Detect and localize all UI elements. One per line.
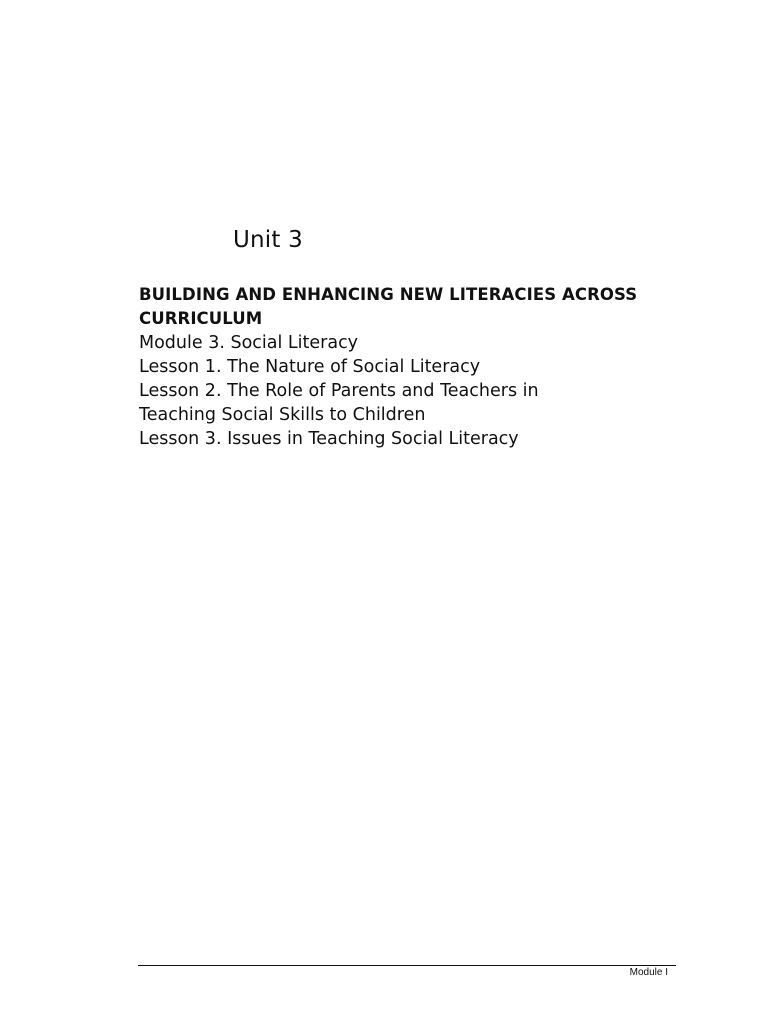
footer-label: Module I — [629, 967, 668, 978]
section-contents — [139, 283, 699, 451]
lesson-line: Lesson 3. Issues in Teaching Social Literacy — [139, 429, 519, 449]
section-heading-line-1: BUILDING AND ENHANCING NEW LITERACIES ACROSS — [139, 285, 638, 304]
module-title: Module 3. Social Literacy — [139, 333, 359, 353]
lesson-line: Teaching Social Skills to Children — [139, 405, 426, 425]
lesson-line: Lesson 2. The Role of Parents and Teachers in — [139, 381, 539, 401]
footer-divider — [138, 965, 676, 966]
section-heading-line-2: CURRICULUM — [139, 309, 263, 328]
unit-title: Unit 3 — [233, 227, 303, 253]
lesson-line: Lesson 1. The Nature of Social Literacy — [139, 357, 481, 377]
